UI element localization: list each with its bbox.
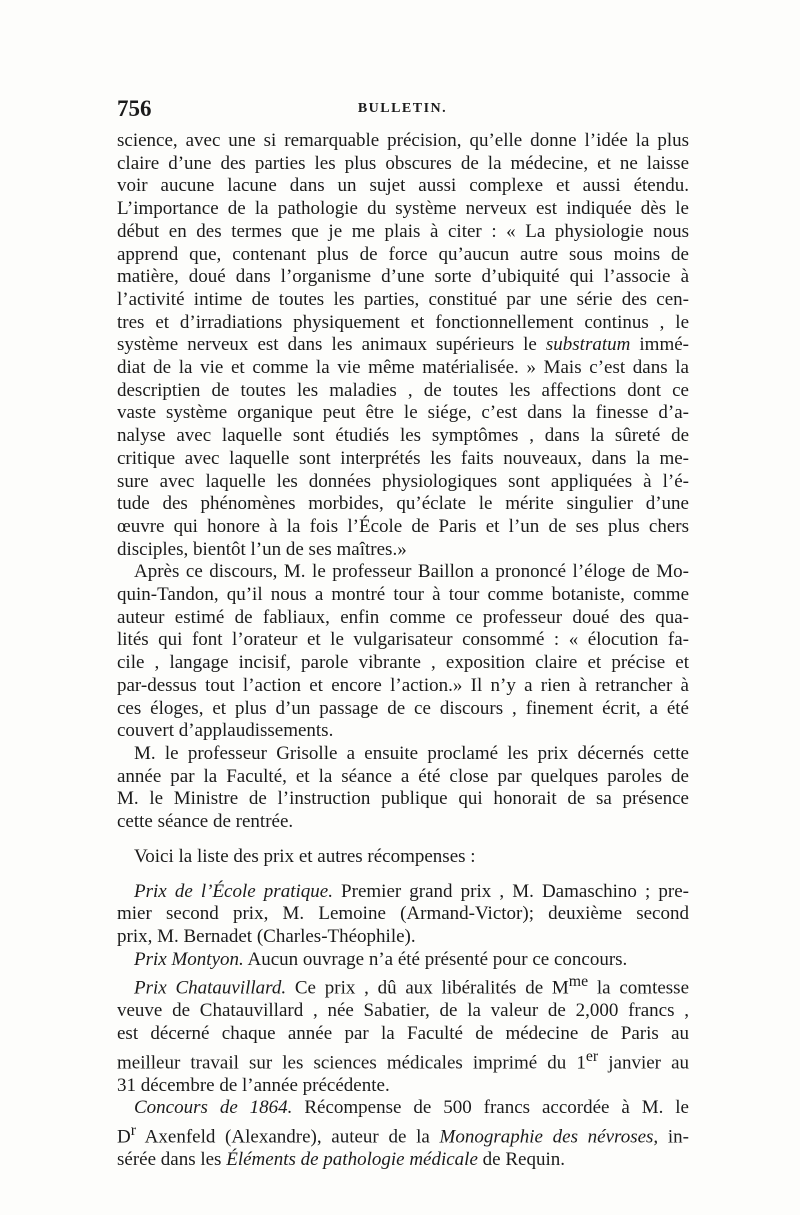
text-line: est décerné chaque année par la Faculté de médecine de Paris au (117, 1023, 689, 1045)
book-title: Monographie des névroses, (439, 1126, 659, 1148)
prize-name: Prix Montyon. (134, 948, 244, 970)
text-line: claire d’une des parties les plus obscures de la médecine, et ne laisse (117, 152, 689, 174)
paragraph-3 (117, 743, 689, 834)
text-segment: meilleur travail sur les sciences médicales imprimé du 1 (117, 1052, 586, 1074)
text-line: M. le professeur Grisolle a ensuite proclamé les prix décernés cette (134, 742, 689, 764)
text-line: début en des termes que je me plais à citer : « La physiologie nous (117, 220, 689, 242)
text-line: matière, doué dans l’organisme d’une sorte d’ubiquité qui l’associe à (117, 266, 689, 288)
text-line: vaste système organique peut être le siége, c’est dans la finesse d’a- (117, 402, 689, 424)
text-line: mier second prix, M. Lemoine (Armand-Victor); deuxième second (117, 903, 689, 925)
superscript: er (585, 1047, 599, 1065)
text-segment: Premier grand prix , M. Damaschino ; pre- (332, 880, 690, 902)
text-segment: immé- (630, 334, 689, 356)
text-line (117, 971, 689, 1000)
text-line: sure avec laquelle les données physiologiques sont appliquées à l’é- (117, 470, 689, 492)
spacer (117, 834, 689, 846)
text-line (117, 881, 689, 904)
page-number: 756 (117, 96, 152, 121)
prize-name: Prix de l’École pratique. (134, 880, 333, 902)
spacer (117, 869, 689, 881)
text-segment: de Requin. (477, 1149, 565, 1171)
superscript: me (568, 973, 589, 991)
text-line: œuvre qui honore à la fois l’École de Paris et l’un de ses plus chers (117, 515, 689, 537)
text-line: Voici la liste des prix et autres récompenses : (134, 845, 476, 867)
text-segment: système nerveux est dans les animaux supérieurs le (117, 334, 546, 356)
text-line: couvert d’applaudissements. (117, 720, 334, 742)
prize-montyon (117, 949, 689, 972)
book-title: Éléments de pathologie médicale (226, 1149, 478, 1171)
page-body (117, 130, 689, 1172)
text-line: disciples, bientôt l’un de ses maîtres.» (117, 538, 407, 560)
text-line: l’activité intime de toutes les parties, constitué par une série des cen- (117, 288, 689, 310)
text-line (117, 1149, 689, 1172)
text-segment: janvier au (598, 1052, 689, 1074)
text-line: par-dessus tout l’action et encore l’action.» Il n’y a rien à retrancher à (117, 674, 689, 696)
text-line: M. le Ministre de l’instruction publique qui honorait de sa présence (117, 788, 689, 810)
text-line: critique avec laquelle sont interprétés les faits nouveaux, dans la me- (117, 447, 689, 469)
text-line: prix, M. Bernadet (Charles-Théophile). (117, 925, 416, 947)
text-segment: Axenfeld (Alexandre), auteur de la (136, 1126, 440, 1148)
concours-1864 (117, 1097, 689, 1171)
text-segment: Aucun ouvrage n’a été présenté pour ce concours. (243, 948, 628, 970)
text-line: L’importance de la pathologie du système nerveux est indiquée dès le (117, 198, 689, 220)
running-head: BULLETIN. (357, 101, 448, 116)
text-line: lités qui font l’orateur et le vulgarisateur consommé : « élocution fa- (117, 629, 689, 651)
text-line (117, 1120, 689, 1149)
italic-term: substratum (545, 334, 631, 356)
text-line (117, 1046, 689, 1075)
text-segment: Récompense de 500 francs accordée à M. le (292, 1097, 689, 1119)
text-line: veuve de Chatauvillard , née Sabatier, de la valeur de 2,000 francs , (117, 1000, 689, 1022)
text-line: cile , langage incisif, parole vibrante , exposition claire et précise et (117, 652, 689, 674)
paragraph-4 (117, 846, 689, 869)
text-line: année par la Faculté, et la séance a été close par quelques paroles de (117, 765, 689, 787)
paragraph-2 (117, 561, 689, 743)
text-line: descriptien de toutes les maladies , de toutes les affections dont ce (117, 379, 689, 401)
text-line: science, avec une si remarquable précision, qu’elle donne l’idée la plus (117, 130, 689, 151)
text-line (117, 334, 689, 357)
prize-chatauvillard (117, 971, 689, 1097)
text-segment: D (117, 1126, 131, 1148)
text-segment: sérée dans les (117, 1149, 227, 1171)
text-line: auteur estimé de fabliaux, enfin comme ce professeur doué des qua- (117, 606, 689, 628)
text-line: diat de la vie et comme la vie même matérialisée. » Mais c’est dans la (117, 357, 689, 379)
text-line: tres et d’irradiations physiquement et fonctionnellement continus , le (117, 311, 689, 333)
text-line: apprend que, contenant plus de force qu’aucun autre sous moins de (117, 243, 689, 265)
text-line: quin-Tandon, qu’il nous a montré tour à tour comme botaniste, comme (117, 584, 689, 606)
text-segment: in- (658, 1126, 689, 1148)
text-line: tude des phénomènes morbides, qu’éclate le mérite singulier d’une (117, 493, 689, 515)
prize-ecole-pratique (117, 881, 689, 949)
paragraph-1 (117, 130, 689, 561)
text-line: Après ce discours, M. le professeur Baillon a prononcé l’éloge de Mo- (134, 561, 689, 583)
prize-name: Concours de 1864. (134, 1097, 293, 1119)
text-line: ces éloges, et plus d’un passage de ce discours , finement écrit, a été (117, 697, 689, 719)
superscript: r (130, 1122, 137, 1140)
text-line: 31 décembre de l’année précédente. (117, 1074, 390, 1096)
text-line (117, 949, 689, 972)
text-segment: la comtesse (588, 977, 690, 999)
text-line (117, 1097, 689, 1120)
text-segment: Ce prix , dû aux libéralités de M (286, 977, 569, 999)
page-header (117, 96, 688, 122)
text-line: cette séance de rentrée. (117, 811, 294, 833)
text-line: nalyse avec laquelle sont étudiés les symptômes , dans la sûreté de (117, 425, 689, 447)
prize-name: Prix Chatauvillard. (134, 977, 287, 999)
text-line: voir aucune lacune dans un sujet aussi complexe et aussi étendu. (117, 175, 689, 197)
